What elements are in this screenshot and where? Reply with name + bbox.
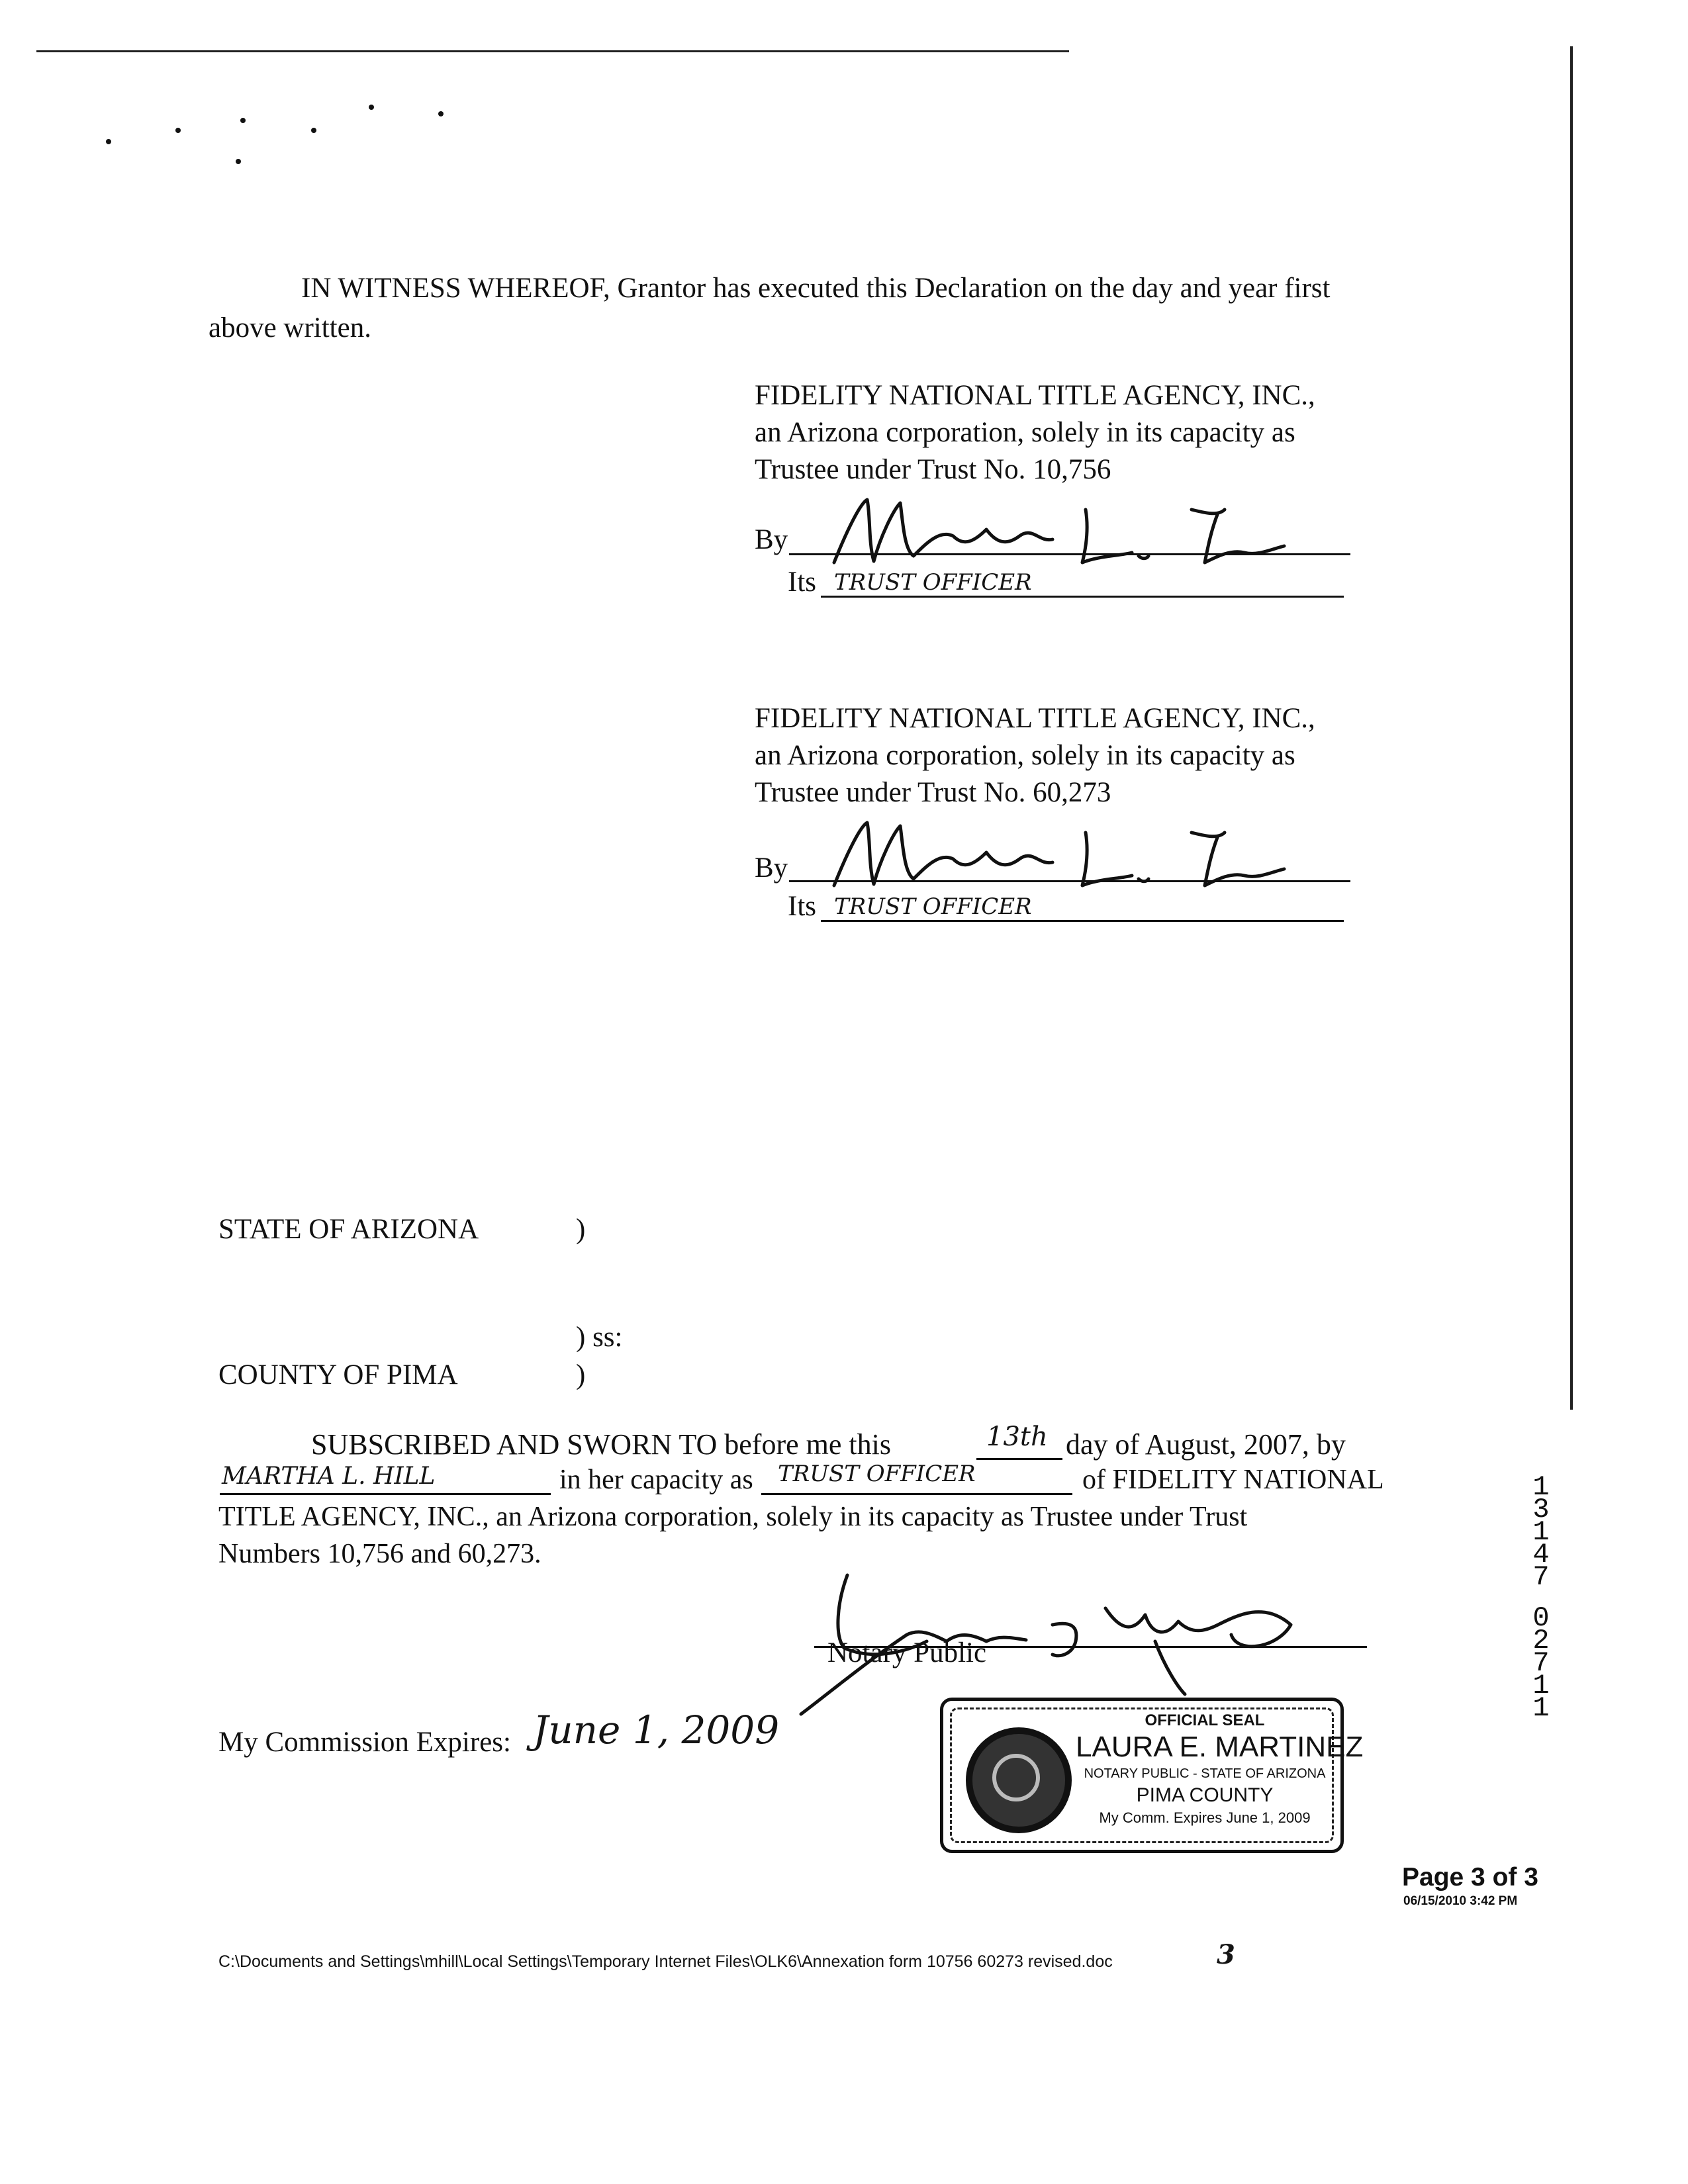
witness-line-2: above written.	[209, 312, 371, 343]
venue-ss: ) ss:	[576, 1322, 623, 1353]
scan-speck	[311, 128, 316, 133]
venue-county: COUNTY OF PIMA	[218, 1359, 458, 1390]
seal-text	[1076, 1711, 1364, 1826]
seal-state-line: NOTARY PUBLIC - STATE OF ARIZONA	[1084, 1766, 1326, 1781]
corporation-line: an Arizona corporation, solely in its capacity as	[755, 417, 1295, 448]
recording-digit: 2	[1532, 1625, 1550, 1657]
handwritten-page-mark: 3	[1217, 1939, 1235, 1970]
right-scan-rule	[1570, 46, 1573, 1410]
seal-notary-name: LAURA E. MARTINEZ	[1076, 1731, 1364, 1763]
day-blank	[976, 1458, 1062, 1460]
seal-county: PIMA COUNTY	[1136, 1784, 1274, 1806]
arizona-state-seal-icon	[966, 1727, 1072, 1833]
handwritten-signature	[821, 813, 1324, 899]
handwritten-signer: MARTHA L. HILL	[222, 1463, 436, 1490]
by-label: By	[755, 524, 788, 555]
handwritten-commission-date: June 1, 2009	[533, 1707, 780, 1752]
handwritten-day: 13th	[986, 1422, 1048, 1452]
signature-block-1	[755, 377, 1383, 602]
scan-speck	[240, 118, 246, 123]
signature-block-2	[755, 700, 1383, 925]
jurat-line-2-end: of FIDELITY NATIONAL	[1082, 1465, 1384, 1495]
jurat-line-1-end: day of August, 2007, by	[1066, 1428, 1346, 1461]
seal-expiration: My Comm. Expires June 1, 2009	[1099, 1809, 1311, 1826]
jurat-line-3: TITLE AGENCY, INC., an Arizona corporation, solely in its capacity as Trustee under Trust	[218, 1502, 1248, 1532]
entity-name: FIDELITY NATIONAL TITLE AGENCY, INC.,	[755, 380, 1315, 411]
scan-speck	[369, 105, 374, 110]
recording-digit: 1	[1532, 1670, 1550, 1702]
venue-paren: )	[576, 1214, 586, 1245]
recording-digit: 1	[1532, 1692, 1550, 1724]
jurat-line-1-start: SUBSCRIBED AND SWORN TO before me this	[311, 1428, 891, 1461]
seal-title: OFFICIAL SEAL	[1145, 1711, 1265, 1729]
trustee-line: Trustee under Trust No. 60,273	[755, 777, 1111, 808]
corporation-line: an Arizona corporation, solely in its capacity as	[755, 740, 1295, 771]
its-label: Its	[788, 891, 816, 922]
recording-digit: 4	[1532, 1539, 1550, 1570]
trustee-line: Trustee under Trust No. 10,756	[755, 454, 1111, 485]
scan-speck	[438, 111, 444, 116]
recording-digit: 1	[1532, 1471, 1550, 1503]
jurat-capacity-label: in her capacity as	[559, 1465, 753, 1495]
by-label: By	[755, 852, 788, 884]
handwritten-capacity: TRUST OFFICER	[778, 1461, 976, 1487]
recording-digit: 7	[1532, 1561, 1550, 1593]
venue-state: STATE OF ARIZONA	[218, 1214, 479, 1245]
signer-blank	[220, 1493, 551, 1495]
recording-digit: 1	[1532, 1516, 1550, 1548]
its-label: Its	[788, 567, 816, 598]
scan-speck	[175, 128, 181, 133]
title-line	[821, 596, 1344, 598]
handwritten-title: TRUST OFFICER	[834, 893, 1032, 920]
top-scan-rule	[36, 50, 1069, 52]
notary-seal	[940, 1698, 1364, 1853]
venue-paren: )	[576, 1359, 586, 1390]
title-line	[821, 920, 1344, 922]
commission-label: My Commission Expires:	[218, 1727, 511, 1758]
jurat-line-4: Numbers 10,756 and 60,273.	[218, 1539, 541, 1569]
scan-speck	[236, 159, 241, 164]
recording-digit: 7	[1532, 1647, 1550, 1679]
recording-digit: 3	[1532, 1494, 1550, 1525]
handwritten-title: TRUST OFFICER	[834, 569, 1032, 596]
recording-number	[1528, 1471, 1554, 1724]
scan-speck	[106, 139, 111, 144]
handwritten-signature	[821, 490, 1324, 576]
witness-line-1: IN WITNESS WHEREOF, Grantor has executed this Declaration on the day and year first	[301, 273, 1331, 304]
capacity-blank	[761, 1493, 1072, 1495]
file-path: C:\Documents and Settings\mhill\Local Settings\Temporary Internet Files\OLK6\Annexation form 10756 60273 revised.doc	[218, 1952, 1113, 1971]
notary-public-label: Notary Public	[827, 1637, 987, 1668]
page-number: Page 3 of 3	[1402, 1863, 1538, 1891]
page-timestamp: 06/15/2010 3:42 PM	[1403, 1894, 1518, 1908]
entity-name: FIDELITY NATIONAL TITLE AGENCY, INC.,	[755, 703, 1315, 734]
recording-digit: 0	[1532, 1602, 1550, 1634]
